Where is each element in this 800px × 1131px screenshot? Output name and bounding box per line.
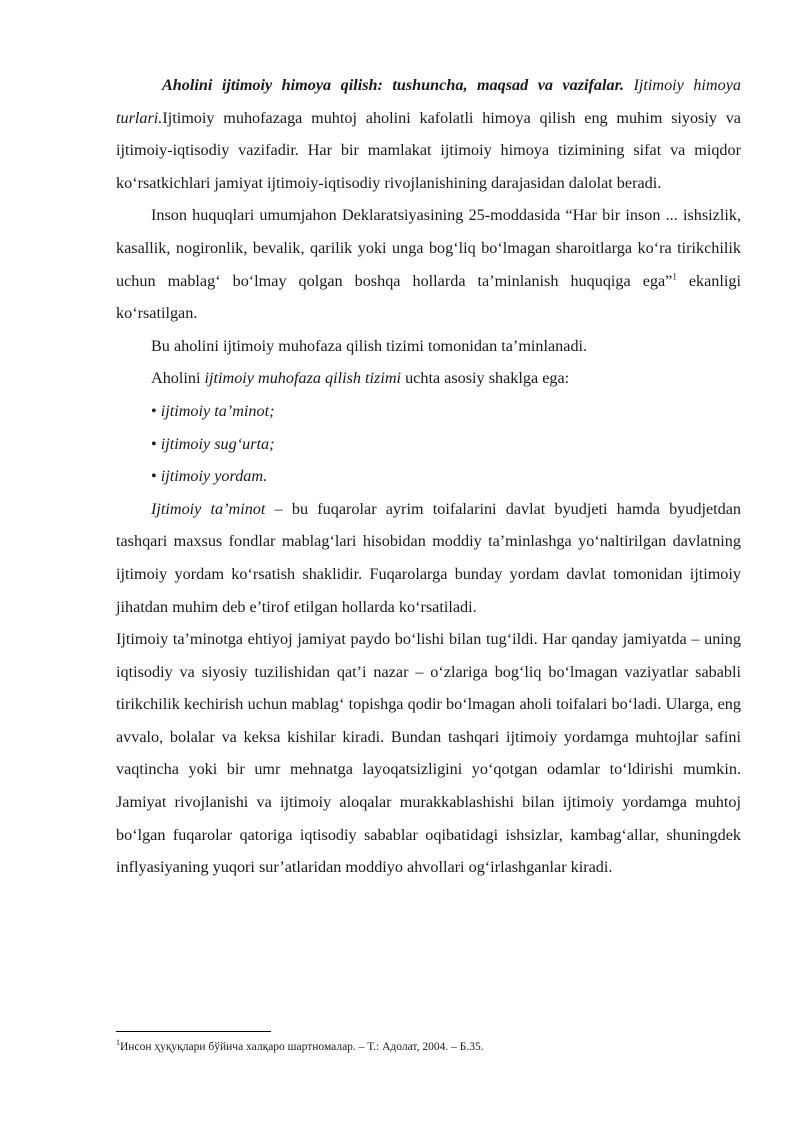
list-item bbox=[116, 428, 741, 461]
footnote-reference[interactable]: 1 bbox=[672, 271, 677, 282]
footnote-divider bbox=[116, 1031, 271, 1032]
bullet-icon: • bbox=[151, 434, 161, 453]
list-item bbox=[116, 460, 741, 493]
declaration-paragraph bbox=[116, 199, 741, 329]
intro-text: Ijtimoiy muhofazaga muhtoj aholini kafolatli himoya qilish eng muhim siyosiy va ijtimoiy-iqtisodiy vazifadir. Har bir mamlakat ijtimoiy himoya tizimining sifat va miqdor ko‘rsatkichlari jamiyat ijtimoiy-iqtisodiy rivojlanishining darajasidan dalolat beradi. bbox=[116, 108, 741, 192]
list-item-text: ijtimoiy ta’minot; bbox=[160, 401, 275, 420]
declaration-text: Inson huquqlari umumjahon Deklaratsiyasining 25-moddasida “Har bir inson ... ishsizlik, kasallik, nogironlik, bevalik, qarilik yoki unga bog‘liq bo‘lmagan sharoitlarga ko‘ra tirikchilik uchun mablag‘ bo‘lmay qolgan boshqa hollarda ta’minlanish huquqiga ega” bbox=[116, 206, 741, 290]
forms-intro-pre: Aholini bbox=[151, 369, 205, 388]
declaration-tail: ekanligi ko‘rsatilgan. bbox=[116, 271, 741, 323]
section-subtitle: Ijtimoiy himoya turlari. bbox=[116, 76, 741, 127]
list-item bbox=[116, 395, 741, 428]
bullet-icon: • bbox=[151, 467, 161, 486]
heading-paragraph bbox=[116, 69, 741, 199]
provision-paragraph: Bu aholini ijtimoiy muhofaza qilish tizimi tomonidan ta’minlanadi. bbox=[151, 336, 588, 355]
document-body bbox=[116, 69, 741, 884]
footnote bbox=[116, 1040, 484, 1054]
definition-text: – bu fuqarolar ayrim toifalarini davlat byudjeti hamda byudjetdan tashqari maxsus fondlar mablag‘lari hisobidan moddiy ta’minlashga yo‘naltirilgan davlatning ijtimoiy yordam ko‘rsatish shaklidir. Fuqarolarga bunday yordam davlat tomonidan ijtimoiy jihatdan muhim deb e’tirof etilgan hollarda ko‘rsatiladi. bbox=[116, 499, 741, 616]
footnote-text: Инсон ҳуқуқлари бўйича халқаро шартномалар. – Т.: Адолат, 2004. – Б.35. bbox=[120, 1041, 484, 1053]
forms-intro-emphasis: ijtimoiy muhofaza qilish tizimi bbox=[204, 369, 402, 388]
section-title: Aholini ijtimoiy himoya qilish: tushuncha, maqsad va vazifalar. bbox=[162, 76, 625, 94]
list-item-text: ijtimoiy sug‘urta; bbox=[160, 434, 275, 453]
footnote-mark: 1 bbox=[116, 1038, 120, 1048]
list-item-text: ijtimoiy yordam. bbox=[160, 467, 268, 486]
body-paragraph: Ijtimoiy ta’minotga ehtiyoj jamiyat paydo bo‘lishi bilan tug‘ildi. Har qanday jamiyatda – uning iqtisodiy va siyosiy tuzilishidan qat’i nazar – o‘zlariga bog‘liq bo‘lmagan vaziyatlar sababli tirikchilik kechirish uchun mablag‘ topishga qodir bo‘lmagan aholi toifalari bo‘ladi. Ularga, eng avvalo, bolalar va keksa kishilar kiradi. Bundan tashqari ijtimoiy yordamga muhtojlar safini vaqtincha yoki bir umr mehnatga layoqatsizligini yo‘qotgan odamlar to‘ldirishi mumkin. Jamiyat rivojlanishi va ijtimoiy aloqalar murakkablashishi bilan ijtimoiy yordamga muhtoj bo‘lgan fuqarolar qatoriga iqtisodiy sabablar oqibatidagi ishsizlar, kambag‘allar, shuningdek inflyasiyaning yuqori sur’atlaridan moddiyo ahvollari og‘irlashganlar kiradi. bbox=[116, 630, 741, 877]
definition-paragraph bbox=[116, 493, 741, 623]
bullet-icon: • bbox=[151, 401, 161, 420]
definition-term: Ijtimoiy ta’minot bbox=[151, 499, 266, 518]
forms-intro-post: uchta asosiy shaklga ega: bbox=[401, 369, 570, 388]
forms-intro-paragraph bbox=[116, 362, 741, 395]
